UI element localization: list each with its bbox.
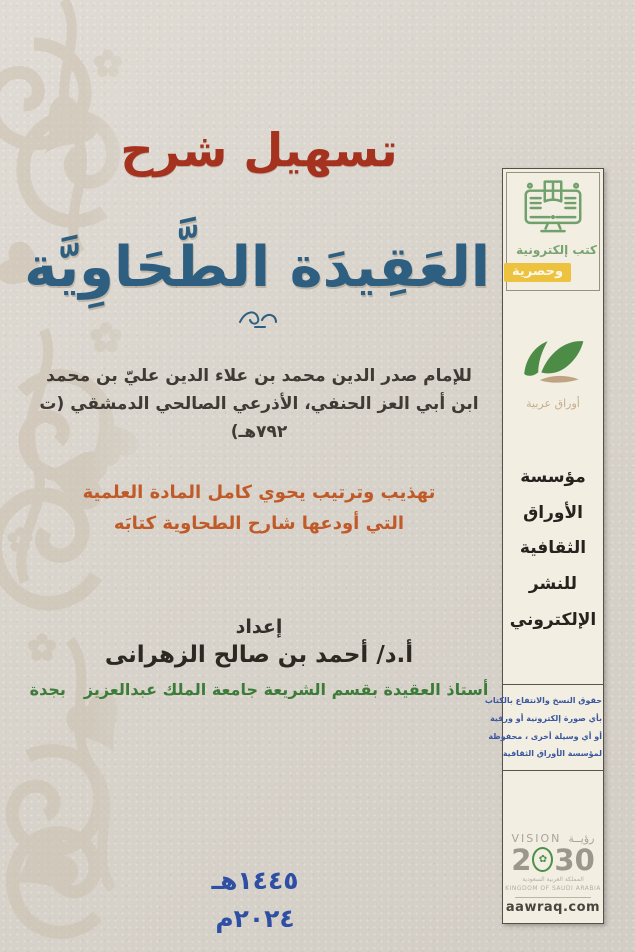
publisher-name [503, 460, 603, 638]
awraq-logo [503, 335, 603, 410]
preparer-city: بجدة [29, 679, 66, 699]
preparer-title [28, 680, 490, 699]
publisher-line: الثقافية [519, 538, 587, 559]
awraq-mark-icon [518, 335, 588, 391]
country-ar: المملكة العربية السعودية [522, 876, 584, 883]
author-line: للإمام صدر الدين محمد بن علاء الدين عليّ بن محمد [46, 366, 472, 387]
ebook-badge-pill-row [509, 260, 597, 282]
publisher-line: مؤسسة [520, 467, 586, 487]
vision-year-digit: 2 [511, 842, 532, 877]
vision-year-digits: 30 [554, 842, 595, 877]
gregorian-year: ٢٠٢٤م [215, 903, 295, 933]
copyright-line: حقوق النسخ والانتفاع بالكتاب [484, 696, 602, 706]
author-attribution [28, 362, 490, 446]
copyright-notice [484, 684, 603, 770]
publication-dates [150, 862, 360, 937]
copyright-line: بأي صورة إلكترونية أو ورقية [490, 714, 602, 724]
monitor-book-icon [520, 179, 586, 237]
publisher-line: الأوراق [523, 502, 583, 523]
hijri-year: ١٤٤٥هـ [211, 866, 299, 895]
series-title: تسهيل شرح [120, 123, 398, 177]
description-line: التي أودعها شارح الطحاوية كتابَه [113, 513, 405, 535]
publisher-website: aawraq.com [505, 900, 601, 915]
author-line: ابن أبي العز الحنفي، الأذرعي الصالحي الدمشقي (ت ٧٩٢هـ) [39, 394, 479, 443]
vision-year [503, 842, 603, 877]
vision-label-en: VISION [511, 831, 562, 845]
description-line: تهذيب وترتيب يحوي كامل المادة العلمية [82, 481, 436, 503]
emblem-glyph: ✿ [538, 853, 548, 865]
vision-divider [515, 897, 591, 898]
publisher-panel [484, 168, 604, 924]
calligraphy-flourish-icon [28, 306, 490, 332]
country-en: KINGDOM OF SAUDI ARABIA [505, 885, 601, 892]
book-title: العَقِيدَة الطَّحَاوِيَّة [24, 235, 490, 301]
ebook-badge-label: كتب إلكترونية [516, 243, 597, 257]
publisher-line: للنشر [528, 574, 578, 595]
exclusive-tag: وحصرية [504, 263, 571, 282]
preparer-org: أستاذ العقيدة بقسم الشريعة جامعة الملك عبدالعزيز [83, 679, 489, 699]
vision-country [503, 875, 603, 893]
publisher-line: الإلكتروني [509, 609, 597, 630]
prepared-by-label: إعداد [235, 615, 283, 638]
vision-2030-logo [503, 832, 603, 920]
copyright-line: أو أي وسيلة أخرى ، محفوظة [488, 731, 602, 741]
saudi-palm-emblem-icon [532, 847, 553, 872]
vision-label-ar: رؤيــة [568, 831, 595, 845]
edition-description [28, 477, 490, 540]
awraq-logo-text: أوراق عربية [526, 397, 580, 410]
copyright-line: لمؤسسة الأوراق الثقافية [502, 749, 602, 759]
preparer-name: أ.د/ أحمد بن صالح الزهرانى [104, 641, 414, 668]
ebook-badge [506, 172, 600, 291]
cover-content [24, 0, 490, 699]
